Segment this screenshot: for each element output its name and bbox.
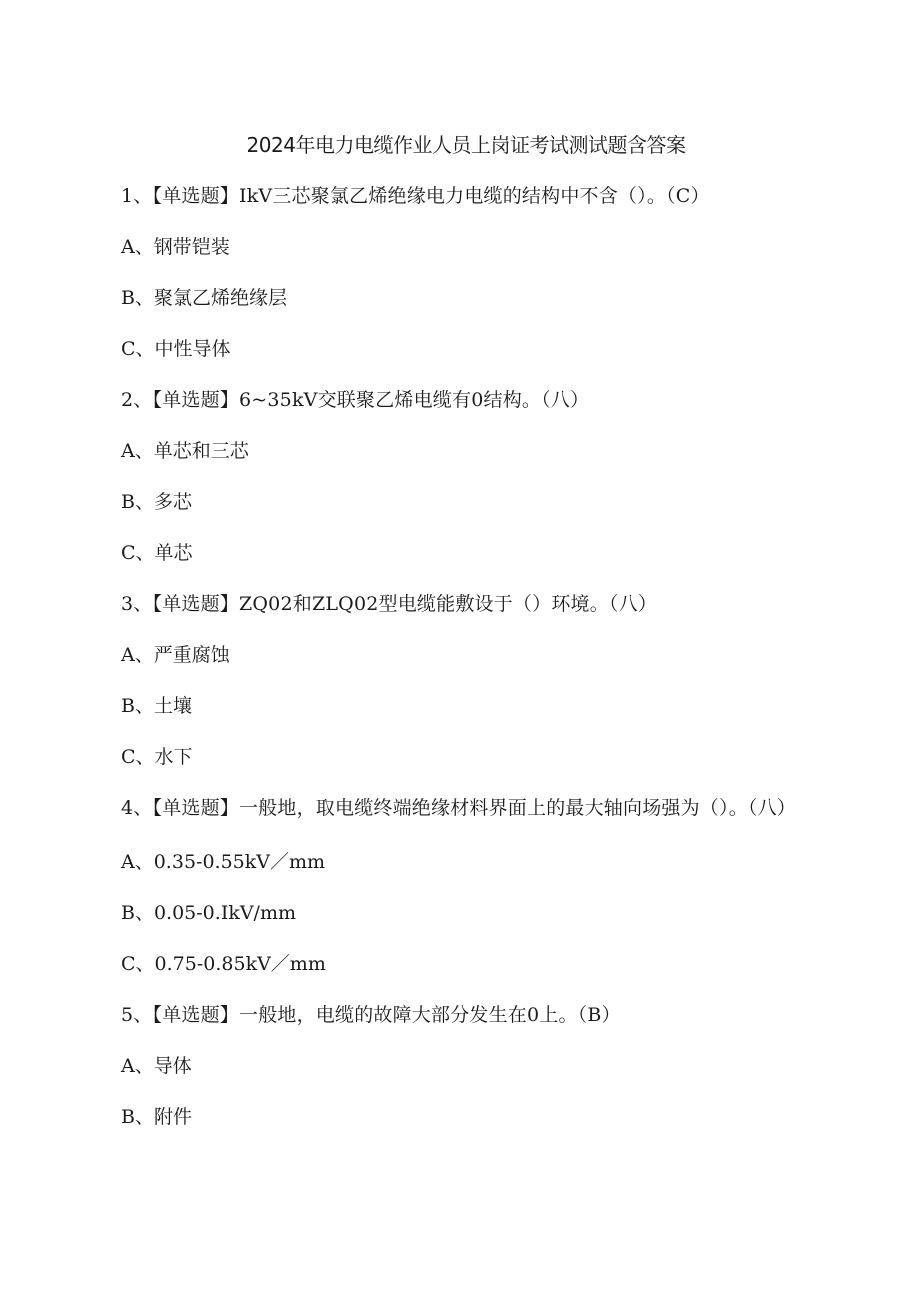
question-3-option-c: C、水下 bbox=[121, 746, 193, 768]
question-5-option-b: B、附件 bbox=[121, 1106, 192, 1128]
question-3-option-a: A、严重腐蚀 bbox=[121, 644, 230, 666]
question-2-option-b: B、多芯 bbox=[121, 491, 192, 513]
question-3-option-b: B、土壤 bbox=[121, 695, 192, 717]
question-3: 3、【单选题】ZQ02和ZLQ02型电缆能敷设于（）环境。（八） bbox=[121, 593, 658, 615]
question-4-option-a: A、0.35-0.55kV／mm bbox=[121, 851, 326, 873]
question-4-option-c: C、0.75-0.85kV／mm bbox=[121, 953, 326, 975]
question-list bbox=[0, 183, 920, 1155]
question-4-option-b: B、0.05-0.IkV/mm bbox=[121, 902, 296, 924]
question-2-option-a: A、单芯和三芯 bbox=[121, 440, 249, 462]
question-5-option-a: A、导体 bbox=[121, 1055, 192, 1077]
question-2-option-c: C、单芯 bbox=[121, 542, 193, 564]
question-1: 1、【单选题】IkV三芯聚氯乙烯绝缘电力电缆的结构中不含（）。（C） bbox=[121, 185, 710, 207]
question-1-option-a: A、钢带铠装 bbox=[121, 236, 230, 258]
question-1-option-b: B、聚氯乙烯绝缘层 bbox=[121, 287, 287, 309]
question-2: 2、【单选题】6~35kV交联聚乙烯电缆有0结构。（八） bbox=[121, 389, 590, 411]
question-1-option-c: C、中性导体 bbox=[121, 338, 231, 360]
document-title: 2024年电力电缆作业人员上岗证考试测试题含答案 bbox=[246, 133, 686, 157]
question-4: 4、【单选题】一般地，取电缆终端绝缘材料界面上的最大轴向场强为（）。（八） bbox=[121, 797, 796, 819]
question-5: 5、【单选题】一般地，电缆的故障大部分发生在0上。（B） bbox=[121, 1004, 621, 1026]
